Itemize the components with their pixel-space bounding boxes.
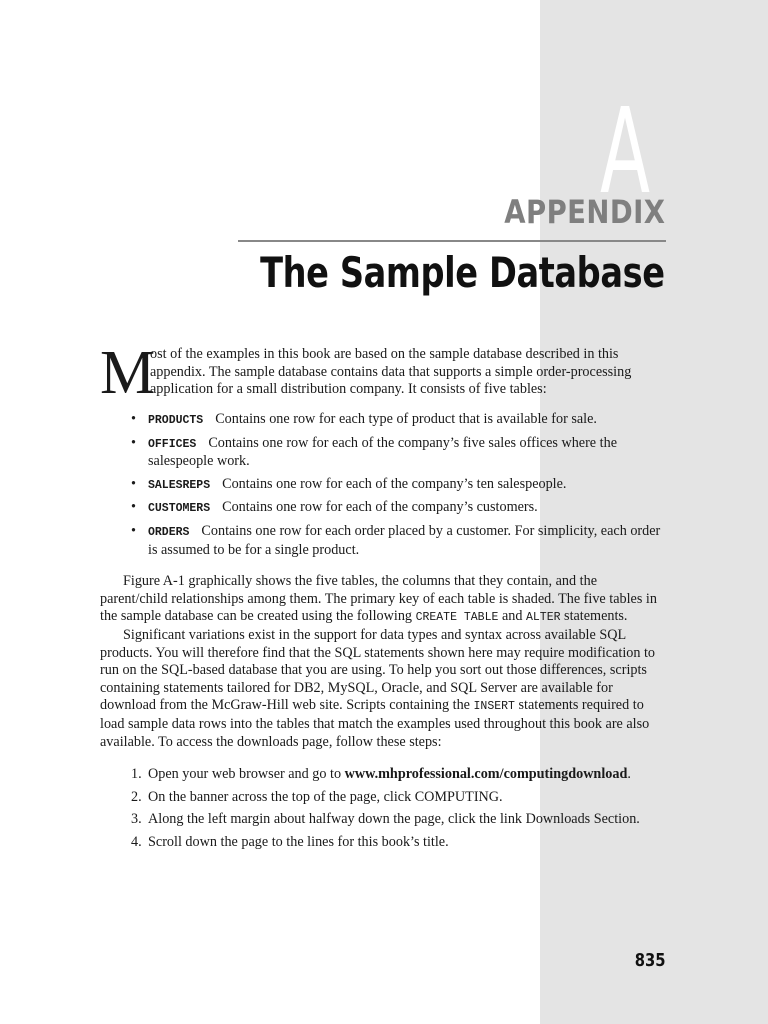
appendix-label: APPENDIX (503, 193, 665, 231)
step-text: Open your web browser and go to (148, 766, 345, 783)
inline-code: CREATE TABLE (415, 611, 499, 625)
intro-text: ost of the examples in this book are based on the sample database described in this appendix. The sample database contains data that supports a simple order-processing application for a small distribution company. It consists of five tables: (150, 346, 632, 398)
list-item (131, 475, 668, 495)
step-text: Along the left margin about halfway down the page, click the link Downloads Section. (148, 811, 640, 828)
list-item (131, 833, 668, 852)
table-description: Contains one row for each of the company’s customers. (222, 499, 538, 516)
paragraph-text: Significant variations exist in the support for data types and syntax across available SQL products. You will therefore find that the SQL statements shown here may require modification to run on the SQL-based database that you are using. To help you sort out those differences, scripts containing statements tailored for DB2, MySQL, Oracle, and SQL Server are available for download from the McGraw-Hill web site. Scripts containing the (100, 626, 656, 714)
step-text: Scroll down the page to the lines for this book’s title. (148, 833, 449, 850)
step-number: 1. (131, 766, 142, 783)
list-item (131, 522, 668, 559)
table-name: OFFICES (148, 437, 197, 451)
table-name: ORDERS (148, 525, 190, 539)
page-number: 835 (635, 950, 666, 971)
steps-list (100, 766, 668, 851)
download-url: www.mhprofessional.com/computingdownload (344, 766, 628, 783)
list-item (131, 434, 668, 471)
title-divider (238, 240, 666, 242)
main-content (100, 339, 668, 856)
bullet: • (131, 522, 136, 539)
table-name: PRODUCTS (148, 414, 204, 427)
bullet: • (131, 475, 136, 492)
inline-code: ALTER (525, 611, 561, 625)
table-description: Contains one row for each of the company’s five sales offices where the salespeople work. (148, 434, 617, 470)
list-item (131, 811, 668, 829)
list-item (131, 411, 668, 430)
bullet: • (131, 411, 136, 427)
table-description: Contains one row for each of the company’s ten salespeople. (222, 475, 567, 492)
step-number: 4. (131, 833, 142, 850)
list-item (131, 499, 668, 518)
inline-code: INSERT (473, 700, 515, 714)
body-paragraph (100, 627, 668, 751)
table-list (100, 411, 668, 559)
appendix-letter: A (600, 82, 651, 220)
list-item (131, 788, 668, 807)
list-item (131, 766, 668, 784)
table-description: Contains one row for each order placed by a customer. For simplicity, each order is assumed to be for a single product. (148, 522, 661, 558)
paragraph-text: statements. (560, 608, 628, 625)
table-name: SALESREPS (148, 478, 211, 492)
step-number: 2. (131, 788, 142, 805)
paragraph-text: statements required to load sample data rows into the tables that match the examples used throughout this book are also available. To access the downloads page, follow these steps: (100, 697, 650, 750)
body-paragraph (100, 573, 668, 627)
table-description: Contains one row for each type of product that is available for sale. (215, 411, 597, 427)
drop-cap: M (100, 339, 156, 407)
paragraph-text: Figure A-1 graphically shows the five tables, the columns that they contain, and the parent/child relationships among them. The primary key of each table is shaded. The five tables in the sample database can be created using the following (100, 573, 657, 625)
bullet: • (131, 434, 136, 451)
page-title: The Sample Database (260, 248, 665, 297)
bullet: • (131, 499, 136, 516)
table-name: CUSTOMERS (148, 502, 211, 516)
paragraph-text: and (498, 608, 526, 625)
intro-paragraph (100, 339, 668, 407)
step-text: . (627, 766, 631, 783)
step-text: On the banner across the top of the page, click COMPUTING. (148, 788, 503, 805)
step-number: 3. (131, 811, 142, 828)
